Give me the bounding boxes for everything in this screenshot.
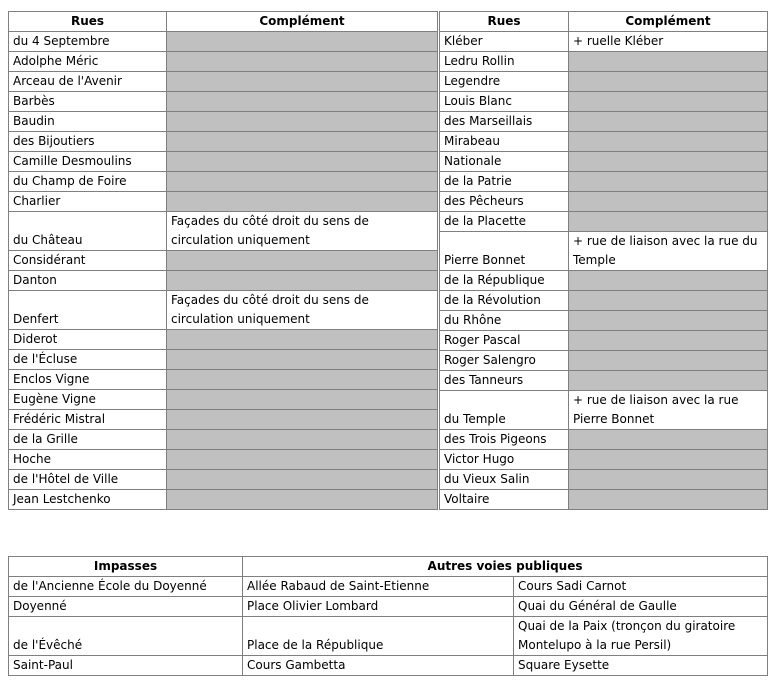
complement-cell [569,470,768,490]
complement-cell [569,112,768,132]
complement-cell [569,212,768,232]
streets-table-left [8,11,438,510]
table-row [9,450,438,470]
table-row [440,430,768,450]
table-row [440,490,768,510]
public-way-cell: Quai du Général de Gaulle [514,597,768,617]
complement-cell [167,350,438,370]
table-row [9,32,438,52]
street-name-cell: Ledru Rollin [440,52,569,72]
table-row [440,450,768,470]
public-way-cell: Place Olivier Lombard [243,597,514,617]
table-row [440,212,768,232]
table-row [9,617,768,656]
table-row [9,271,438,291]
complement-cell [569,52,768,72]
street-name-cell: Adolphe Méric [9,52,167,72]
table-row [440,72,768,92]
complement-cell [569,450,768,470]
complement-cell: + rue de liaison avec la rue du Temple [569,232,768,271]
table-row [9,430,438,450]
impasse-cell: Doyenné [9,597,243,617]
street-name-cell: Camille Desmoulins [9,152,167,172]
header-complement: Complément [167,12,438,32]
table-row [440,172,768,192]
table-row [9,410,438,430]
table-row [9,52,438,72]
street-name-cell: Pierre Bonnet [440,232,569,271]
table-row [440,112,768,132]
table-row [440,52,768,72]
street-name-cell: des Trois Pigeons [440,430,569,450]
table-row [9,390,438,410]
complement-cell: + ruelle Kléber [569,32,768,52]
table-row [440,132,768,152]
table-row [9,577,768,597]
complement-cell [569,271,768,291]
other-ways-table [8,556,768,676]
street-name-cell: des Pêcheurs [440,192,569,212]
street-name-cell: Legendre [440,72,569,92]
street-name-cell: de la Patrie [440,172,569,192]
street-name-cell: Enclos Vigne [9,370,167,390]
street-name-cell: du Vieux Salin [440,470,569,490]
street-name-cell: Mirabeau [440,132,569,152]
complement-cell [569,192,768,212]
impasse-cell: Saint-Paul [9,656,243,676]
complement-cell [569,490,768,510]
complement-cell [569,331,768,351]
complement-cell [167,490,438,510]
street-name-cell: Diderot [9,330,167,350]
complement-cell [167,132,438,152]
street-name-cell: Roger Pascal [440,331,569,351]
street-name-cell: Kléber [440,32,569,52]
street-name-cell: Voltaire [440,490,569,510]
complement-cell [167,52,438,72]
street-name-cell: de l'Hôtel de Ville [9,470,167,490]
table-row [9,251,438,271]
table-row [440,92,768,112]
complement-cell: + rue de liaison avec la rue Pierre Bonnet [569,391,768,430]
street-name-cell: de la Grille [9,430,167,450]
table-row [440,351,768,371]
street-name-cell: du Rhône [440,311,569,331]
street-name-cell: Considérant [9,251,167,271]
complement-cell [569,291,768,311]
table-row [9,152,438,172]
street-name-cell: Charlier [9,192,167,212]
table-row [440,291,768,311]
complement-cell [167,450,438,470]
street-name-cell: Nationale [440,152,569,172]
complement-cell [167,72,438,92]
street-name-cell: Victor Hugo [440,450,569,470]
table-row [9,212,438,251]
complement-cell [167,390,438,410]
complement-cell [569,132,768,152]
table-row [440,311,768,331]
table-row [440,271,768,291]
complement-cell [167,192,438,212]
complement-cell [569,430,768,450]
table-row [9,112,438,132]
table-row [9,330,438,350]
public-way-cell: Cours Sadi Carnot [514,577,768,597]
street-name-cell: Frédéric Mistral [9,410,167,430]
street-name-cell: Hoche [9,450,167,470]
complement-cell [569,172,768,192]
complement-cell [167,112,438,132]
complement-cell [167,92,438,112]
street-name-cell: du Champ de Foire [9,172,167,192]
street-name-cell: des Tanneurs [440,371,569,391]
public-way-cell: Cours Gambetta [243,656,514,676]
public-way-cell: Quai de la Paix (tronçon du giratoire Montelupo à la rue Persil) [514,617,768,656]
public-way-cell: Square Eysette [514,656,768,676]
complement-cell [167,152,438,172]
header-complement: Complément [569,12,768,32]
public-way-cell: Allée Rabaud de Saint-Etienne [243,577,514,597]
complement-cell [569,371,768,391]
public-way-cell: Place de la République [243,617,514,656]
complement-cell: Façades du côté droit du sens de circulation uniquement [167,291,438,330]
street-name-cell: Arceau de l'Avenir [9,72,167,92]
table-row [440,32,768,52]
street-name-cell: des Marseillais [440,112,569,132]
street-name-cell: de l'Écluse [9,350,167,370]
table-row [9,350,438,370]
complement-cell [569,92,768,112]
street-name-cell: de la République [440,271,569,291]
table-row [9,192,438,212]
street-name-cell: Denfert [9,291,167,330]
street-name-cell: Baudin [9,112,167,132]
complement-cell [167,410,438,430]
complement-cell [167,470,438,490]
table-row [9,172,438,192]
street-name-cell: Jean Lestchenko [9,490,167,510]
table-row [9,470,438,490]
header-autres-voies: Autres voies publiques [243,557,768,577]
street-name-cell: Louis Blanc [440,92,569,112]
complement-cell [569,351,768,371]
complement-cell: Façades du côté droit du sens de circulation uniquement [167,212,438,251]
complement-cell [167,370,438,390]
impasse-cell: de l'Ancienne École du Doyenné [9,577,243,597]
street-name-cell: de la Placette [440,212,569,232]
table-row [440,152,768,172]
street-name-cell: Roger Salengro [440,351,569,371]
table-row [9,370,438,390]
table-row [9,597,768,617]
table-row [440,232,768,271]
table-row [440,192,768,212]
complement-cell [569,311,768,331]
table-row [9,490,438,510]
header-rues: Rues [440,12,569,32]
header-rues: Rues [9,12,167,32]
complement-cell [569,72,768,92]
impasse-cell: de l'Évêché [9,617,243,656]
table-row [440,391,768,430]
table-row [440,331,768,351]
table-row [9,92,438,112]
complement-cell [569,152,768,172]
street-name-cell: du Temple [440,391,569,430]
complement-cell [167,330,438,350]
table-row [9,132,438,152]
complement-cell [167,271,438,291]
complement-cell [167,32,438,52]
streets-table-right [439,11,768,510]
street-name-cell: du Château [9,212,167,251]
table-row [9,656,768,676]
street-name-cell: Eugène Vigne [9,390,167,410]
table-row [440,371,768,391]
table-row [9,291,438,330]
complement-cell [167,430,438,450]
street-name-cell: Barbès [9,92,167,112]
complement-cell [167,172,438,192]
table-row [9,72,438,92]
complement-cell [167,251,438,271]
table-row [440,470,768,490]
street-name-cell: des Bijoutiers [9,132,167,152]
street-name-cell: Danton [9,271,167,291]
street-name-cell: du 4 Septembre [9,32,167,52]
header-impasses: Impasses [9,557,243,577]
street-name-cell: de la Révolution [440,291,569,311]
